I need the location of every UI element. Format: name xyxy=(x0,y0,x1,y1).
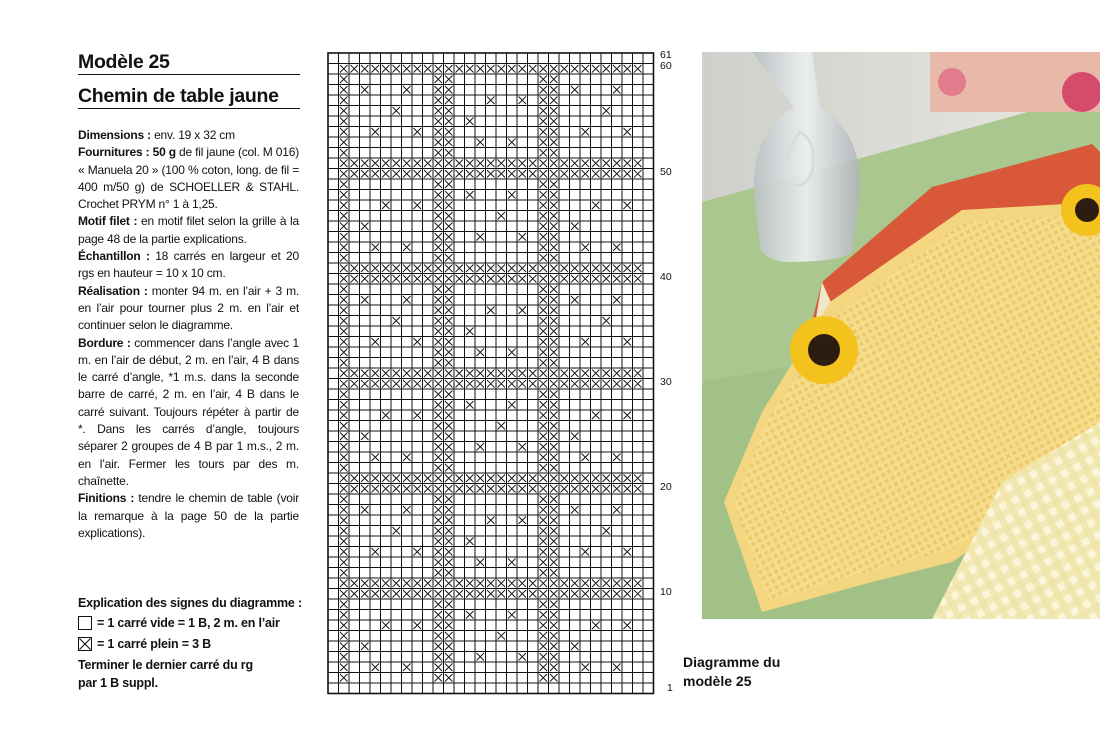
diagram-caption xyxy=(683,653,843,690)
legend-filled-text: = 1 carré plein = 3 B xyxy=(97,637,211,651)
row-label-40: 40 xyxy=(660,271,672,283)
label: Bordure : xyxy=(78,335,131,350)
row-label-50: 50 xyxy=(660,166,672,178)
caption-line: Diagramme du xyxy=(683,654,781,670)
table-runner-photo xyxy=(702,52,1100,619)
para-materials xyxy=(78,144,299,213)
instructions xyxy=(78,127,299,542)
text: commencer dans l’angle avec 1 m. en l’air de début, 2 m. en l’air, 4 B dans le carré d’angle, *1 m.s. dans la seconde barre de carré, 2 m. en l’air, 4 B dans le carré suivant. Toujours répéter à partir de *. Dans les carrés d’angle, toujours séparer 2 groupes de 4 B par 1 m.s., 2 m. en l’air. Fermer les tours par des m. chaînette. xyxy=(78,335,299,488)
para-making xyxy=(78,283,299,335)
legend-note-line: par 1 B suppl. xyxy=(78,675,158,690)
legend-heading: Explication des signes du diagramme : xyxy=(78,596,302,610)
para-motif xyxy=(78,213,299,248)
text: env. 19 x 32 cm xyxy=(150,128,235,142)
label: Finitions : xyxy=(78,491,135,506)
para-finishing xyxy=(78,490,299,542)
text: monter 94 m. en l’air + 3 m. en l’air pour tourner plus 2 m. en l’air et continuer selon le diagramme. xyxy=(78,283,300,333)
text: en motif filet selon la grille à la page 48 de la partie explications. xyxy=(78,214,299,246)
empty-square-icon xyxy=(78,616,92,630)
text: de fil jaune (col. M 016) « Manuela 20 » (100 % coton, long. de fil = 400 m/50 g) de SCHOELLER & STAHL. Crochet PRYM n° 1 à 1,25. xyxy=(78,145,299,212)
cross-marks xyxy=(340,65,642,682)
label: Fournitures : 50 g xyxy=(78,145,176,160)
model-number: Modèle 25 xyxy=(78,50,300,75)
row-label-60: 60 xyxy=(660,60,672,72)
label: Dimensions : xyxy=(78,128,151,142)
para-gauge xyxy=(78,248,299,283)
text: tendre le chemin de table (voir la remarque à la page 50 de la partie explications). xyxy=(78,491,299,540)
para-dimensions xyxy=(78,127,299,144)
filled-square-icon xyxy=(78,637,92,651)
label: Échantillon : xyxy=(78,249,150,264)
legend-note xyxy=(78,657,318,692)
label: Motif filet : xyxy=(78,214,138,229)
filled-squares xyxy=(340,65,642,682)
legend-empty-text: = 1 carré vide = 1 B, 2 m. en l’air xyxy=(97,616,280,630)
product-photo xyxy=(702,52,1100,619)
para-border xyxy=(78,335,299,491)
legend-note-line: Terminer le dernier carré du rg xyxy=(78,658,253,672)
filet-diagram xyxy=(326,52,658,695)
label: Réalisation : xyxy=(78,283,148,298)
row-label-30: 30 xyxy=(660,376,672,388)
text: 18 carrés en largeur et 20 rgs en hauteur = 10 x 10 cm. xyxy=(78,249,299,281)
caption-line: modèle 25 xyxy=(683,672,752,689)
row-label-1: 1 xyxy=(667,682,673,694)
pattern-title: Chemin de table jaune xyxy=(78,84,300,109)
legend-filled xyxy=(78,637,318,651)
row-label-20: 20 xyxy=(660,481,672,493)
row-label-10: 10 xyxy=(660,586,672,598)
sunflower-icon xyxy=(790,316,858,384)
row-label-61: 61 xyxy=(660,49,672,61)
legend-empty xyxy=(78,616,318,630)
